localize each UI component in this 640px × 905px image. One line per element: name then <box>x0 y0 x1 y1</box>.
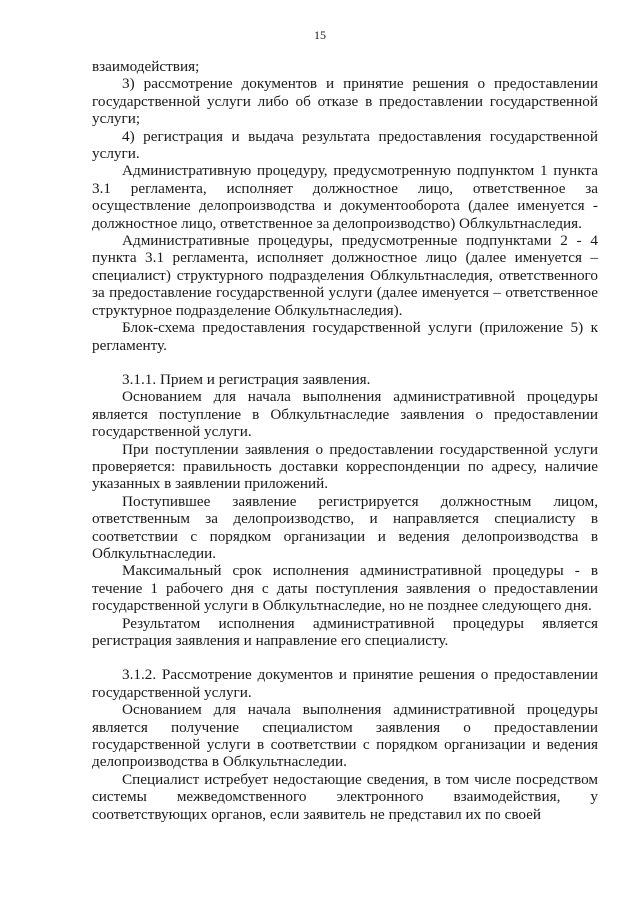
paragraph: Блок-схема предоставления государственной услуги (приложение 5) к регламенту. <box>92 319 598 354</box>
paragraph: 3.1.2. Рассмотрение документов и принятие решения о предоставлении государственной услуги. <box>92 666 598 701</box>
paragraph: 3.1.1. Прием и регистрация заявления. <box>122 370 371 388</box>
paragraph: Результатом исполнения административной процедуры является регистрация заявления и направление его специалисту. <box>92 614 598 649</box>
paragraph: При поступлении заявления о предоставлении государственной услуги проверяется: правильность доставки корреспонденции по адресу, наличие указанных в заявлении приложений. <box>92 440 598 493</box>
page-number: 15 <box>314 28 326 42</box>
paragraph: Основанием для начала выполнения административной процедуры является получение специалистом заявления о предоставлении государственной услуги в соответствии с порядком организации и ведения делопроизводства в Облкультнаследии. <box>92 701 598 771</box>
paragraph: Административную процедуру, предусмотренную подпунктом 1 пункта 3.1 регламента, исполняет должностное лицо, ответственное за осуществление делопроизводства и документооборота (далее именуется - должностное лицо, ответственное за делопроизводство) Облкультнаследия. <box>92 162 598 232</box>
paragraph: 4) регистрация и выдача результата предоставления государственной услуги. <box>92 127 598 163</box>
paragraph: 3) рассмотрение документов и принятие решения о предоставлении государственной услуги либо об отказе в предоставлении государственной услуги; <box>92 75 598 128</box>
paragraph: Административные процедуры, предусмотренные подпунктами 2 - 4 пункта 3.1 регламента, исполняет должностное лицо (далее именуется – специалист) структурного подразделения Облкультнаследия, ответственного за предоставление государственной услуги (далее именуется – ответственное структурное подразделение Облкультнаследия). <box>92 232 598 319</box>
paragraph: Максимальный срок исполнения административной процедуры - в течение 1 рабочего дня с даты поступления заявления о предоставлении государственной услуги в Облкультнаследие, но не позднее следующего дня. <box>92 562 598 615</box>
paragraph: Основанием для начала выполнения административной процедуры является поступление в Облкультнаследие заявления о предоставлении государственной услуги. <box>92 388 598 441</box>
section-spacer <box>92 649 598 666</box>
paragraph: взаимодействия; <box>92 58 200 75</box>
paragraph: Специалист истребует недостающие сведения, в том числе посредством системы межведомственного электронного взаимодействия, у соответствующих органов, если заявитель не представил их по своей <box>92 770 598 823</box>
paragraph: Поступившее заявление регистрируется должностным лицом, ответственным за делопроизводство, и направляется специалисту в соответствии с порядком организации и ведения делопроизводства в Облкультнаследии. <box>92 492 598 562</box>
section-spacer <box>92 354 598 371</box>
document-body <box>92 58 598 823</box>
